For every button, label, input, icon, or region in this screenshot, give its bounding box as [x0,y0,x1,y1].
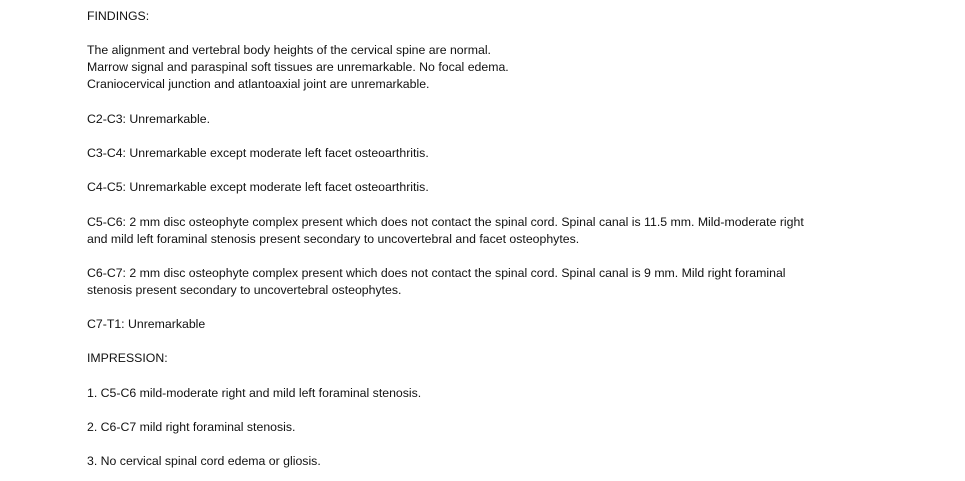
general-findings [87,42,509,93]
general-finding-line: The alignment and vertebral body heights of the cervical spine are normal. [87,43,491,57]
general-finding-line: Craniocervical junction and atlantoaxial joint are unremarkable. [87,77,430,91]
findings-heading: FINDINGS: [87,9,150,23]
impression-item-3: 3. No cervical spinal cord edema or gliosis. [87,454,321,468]
level-c6-c7-line: stenosis present secondary to uncovertebral osteophytes. [87,283,402,297]
level-c7-t1: C7-T1: Unremarkable [87,317,206,331]
level-c6-c7-line: C6-C7: 2 mm disc osteophyte complex present which does not contact the spinal cord. Spinal canal is 9 mm. Mild right foraminal [87,266,786,280]
impression-item-1: 1. C5-C6 mild-moderate right and mild left foraminal stenosis. [87,386,422,400]
level-c6-c7 [87,265,786,299]
impression-item-2: 2. C6-C7 mild right foraminal stenosis. [87,420,296,434]
impression-heading: IMPRESSION: [87,351,168,365]
level-c2-c3: C2-C3: Unremarkable. [87,112,211,126]
level-c5-c6 [87,214,804,248]
level-c5-c6-line: and mild left foraminal stenosis present secondary to uncovertebral and facet osteophytes. [87,232,580,246]
level-c5-c6-line: C5-C6: 2 mm disc osteophyte complex present which does not contact the spinal cord. Spinal canal is 11.5 mm. Mild-moderate right [87,215,804,229]
level-c3-c4: C3-C4: Unremarkable except moderate left facet osteoarthritis. [87,146,429,160]
level-c4-c5: C4-C5: Unremarkable except moderate left facet osteoarthritis. [87,180,429,194]
general-finding-line: Marrow signal and paraspinal soft tissues are unremarkable. No focal edema. [87,60,509,74]
